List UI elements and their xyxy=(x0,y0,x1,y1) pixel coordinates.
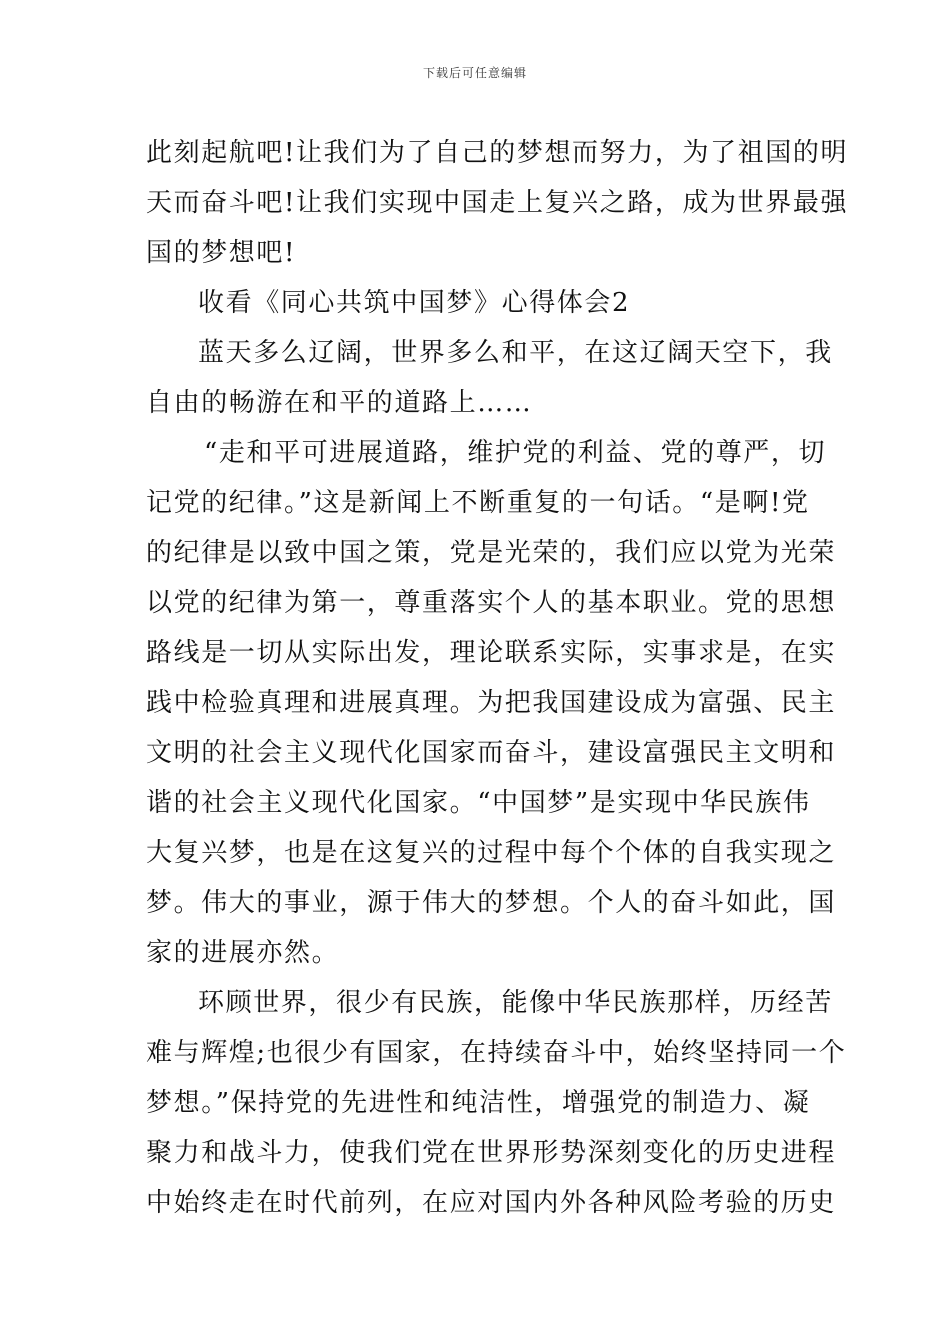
text-line: 中始终走在时代前列，在应对国内外各种风险考验的历史 xyxy=(146,1188,837,1218)
text-line: 的纪律是以致中国之策，党是光荣的，我们应以党为光荣 xyxy=(146,538,837,568)
text-line: 家的进展亦然。 xyxy=(146,938,340,968)
text-line: 国的梦想吧! xyxy=(146,238,297,268)
section-heading: 收看《同心共筑中国梦》心得体会2 xyxy=(198,288,631,318)
document-body xyxy=(146,128,849,1228)
text-line: 谐的社会主义现代化国家。“中国梦”是实现中华民族伟 xyxy=(146,788,811,818)
text-line: 大复兴梦，也是在这复兴的过程中每个个体的自我实现之 xyxy=(146,838,837,868)
text-line: 环顾世界，很少有民族，能像中华民族那样，历经苦 xyxy=(198,988,833,1018)
text-line: 此刻起航吧!让我们为了自己的梦想而努力，为了祖国的明 xyxy=(146,138,849,168)
text-line: 难与辉煌;也很少有国家，在持续奋斗中，始终坚持同一个 xyxy=(146,1038,847,1068)
text-line: 梦想。”保持党的先进性和纯洁性，增强党的制造力、凝 xyxy=(146,1088,811,1118)
text-line: 路线是一切从实际出发，理论联系实际，实事求是，在实 xyxy=(146,638,837,668)
text-line: 以党的纪律为第一，尊重落实个人的基本职业。党的思想 xyxy=(146,588,837,618)
text-line: 蓝天多么辽阔，世界多么和平，在这辽阔天空下，我 xyxy=(198,338,833,368)
text-line: 文明的社会主义现代化国家而奋斗，建设富强民主文明和 xyxy=(146,738,837,768)
text-line: 自由的畅游在和平的道路上…… xyxy=(146,388,533,418)
text-line: 践中检验真理和进展真理。为把我国建设成为富强、民主 xyxy=(146,688,837,718)
text-line: 聚力和战斗力，使我们党在世界形势深刻变化的历史进程 xyxy=(146,1138,837,1168)
text-line: 天而奋斗吧!让我们实现中国走上复兴之路，成为世界最强 xyxy=(146,188,849,218)
text-line: 梦。伟大的事业，源于伟大的梦想。个人的奋斗如此，国 xyxy=(146,888,837,918)
text-line: 记党的纪律。”这是新闻上不断重复的一句话。“是啊!党 xyxy=(146,488,810,518)
text-line: “走和平可进展道路，维护党的利益、党的尊严，切 xyxy=(204,438,827,468)
page-header: 下载后可任意编辑 xyxy=(422,66,527,80)
